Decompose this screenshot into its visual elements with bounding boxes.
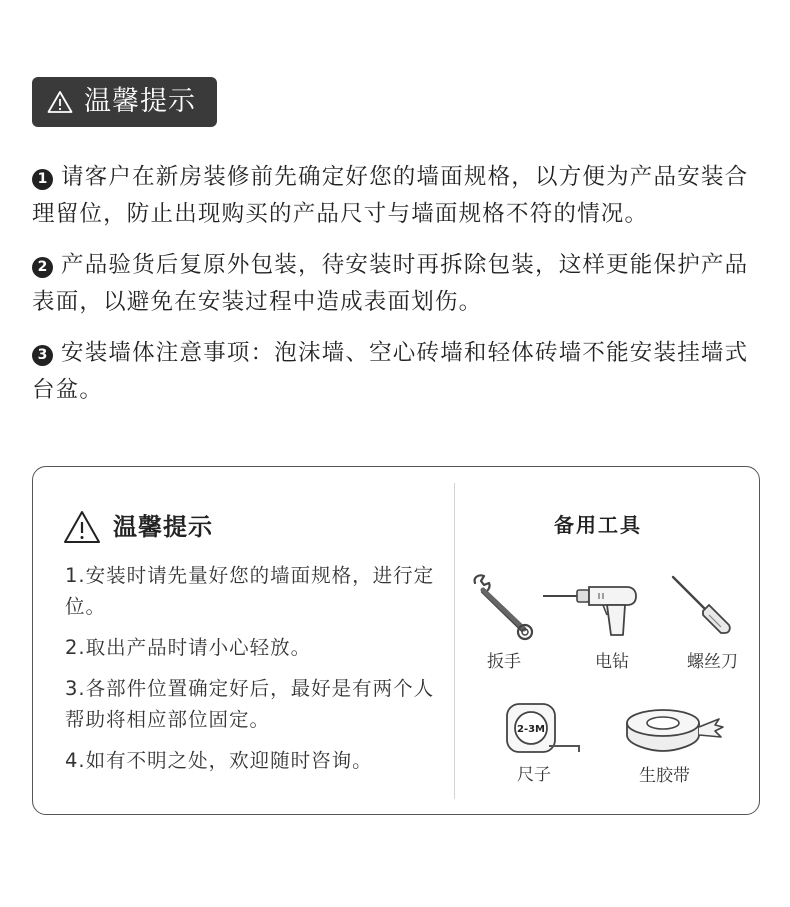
drill-icon: [541, 579, 639, 643]
tip-item: 2.取出产品时请小心轻放。: [65, 636, 312, 659]
tape-roll-icon: [623, 705, 733, 757]
tool-label: 扳手: [487, 652, 521, 672]
tool-screwdriver: [665, 573, 738, 672]
note-item: [32, 247, 762, 321]
tape-measure-label: 2-3M: [516, 724, 546, 735]
note-number: 1: [32, 169, 53, 190]
tools-title: 备用工具: [554, 513, 642, 537]
note-number: 2: [32, 257, 53, 278]
tip-card: [32, 466, 760, 815]
tool-label: 生胶带: [639, 766, 690, 786]
tool-tape-measure: [503, 700, 583, 785]
notes-list: [32, 159, 762, 423]
note-text: 产品验货后复原外包装，待安装时再拆除包装，这样更能保护产品表面，以避免在安装过程中造成表面划伤。: [32, 252, 749, 315]
screwdriver-icon: [665, 573, 735, 645]
badge-label: 温馨提示: [84, 86, 196, 117]
note-item: [32, 335, 762, 409]
tip-item: 1.安装时请先量好您的墙面规格，进行定位。: [65, 564, 435, 618]
tool-label: 尺子: [517, 765, 551, 785]
tip-item: 4.如有不明之处，欢迎随时咨询。: [65, 749, 373, 772]
tool-label: 电钻: [595, 652, 629, 672]
wrench-icon: [469, 573, 537, 645]
tip-item: 3.各部件位置确定好后，最好是有两个人帮助将相应部位固定。: [65, 677, 435, 731]
warm-tip-badge: [32, 77, 217, 127]
tool-tape-roll: [623, 705, 733, 785]
card-divider: [454, 483, 455, 799]
tool-drill: [541, 579, 639, 672]
tool-wrench: [469, 573, 537, 672]
tip-card-title: 温馨提示: [113, 513, 213, 541]
tape-measure-icon: [503, 700, 583, 760]
warning-icon: [63, 509, 101, 545]
note-number: 3: [32, 345, 53, 366]
tip-list: [65, 560, 437, 786]
note-text: 安装墙体注意事项：泡沫墙、空心砖墙和轻体砖墙不能安装挂墙式台盆。: [32, 340, 749, 403]
note-item: [32, 159, 762, 233]
warning-icon: [47, 90, 73, 114]
note-text: 请客户在新房装修前先确定好您的墙面规格，以方便为产品安装合理留位，防止出现购买的产品尺寸与墙面规格不符的情况。: [32, 164, 749, 227]
tool-label: 螺丝刀: [687, 652, 738, 672]
